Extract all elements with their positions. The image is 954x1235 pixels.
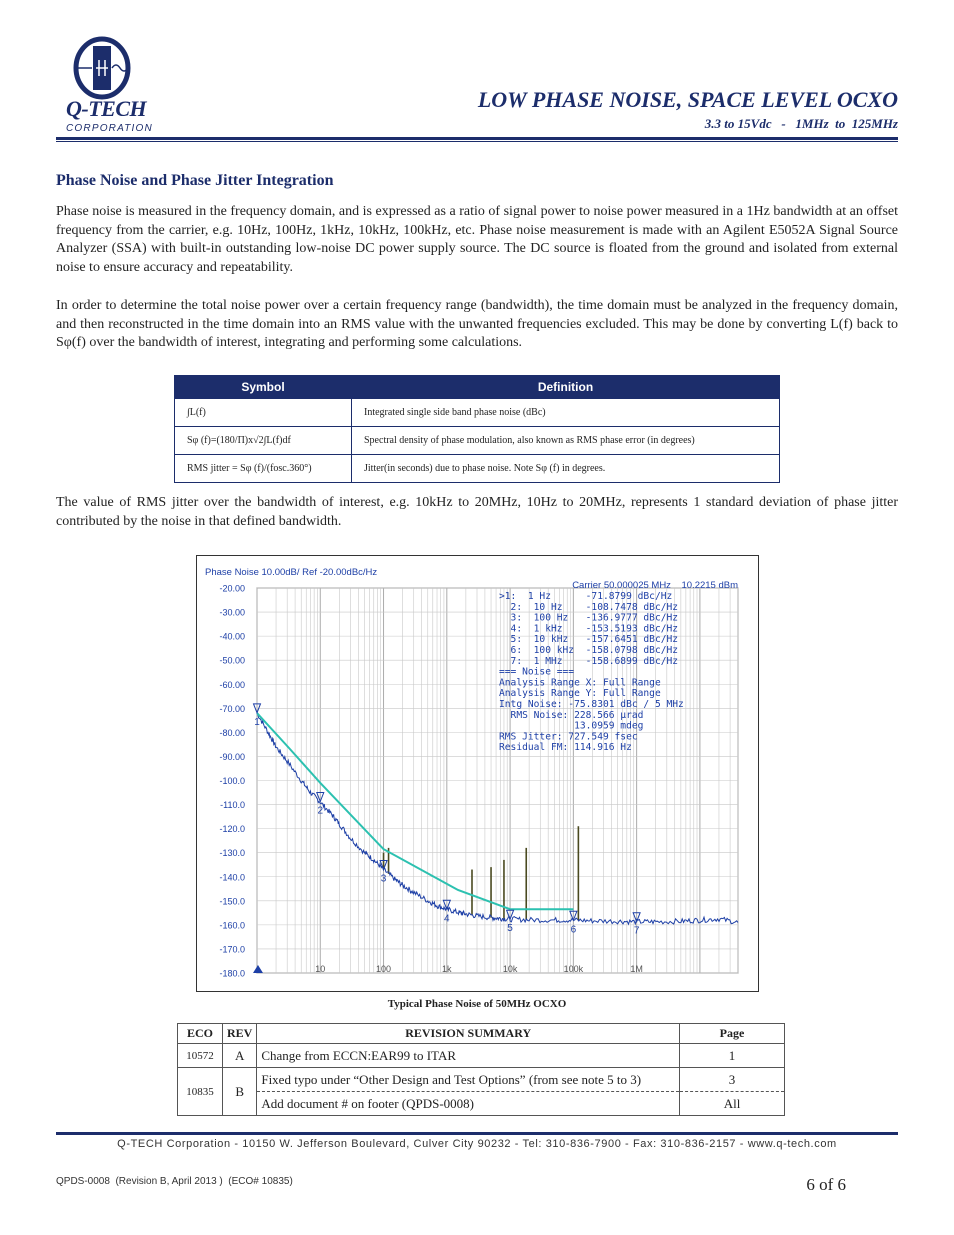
readout-line: >1: 1 Hz -71.8799 dBc/Hz [499, 591, 673, 602]
x-tick-label: 1M [630, 964, 643, 974]
document-subtitle: 3.3 to 15Vdc - 1MHz to 125MHz [704, 116, 898, 131]
header-rev: REV [223, 1024, 257, 1044]
chart-title: Phase Noise 10.00dB/ Ref -20.00dBc/Hz [205, 567, 378, 578]
definition-cell: Integrated single side band phase noise (dBc) [352, 399, 780, 427]
chart-svg [197, 556, 758, 991]
y-axis-ticks [219, 584, 245, 979]
phase-noise-chart [196, 555, 759, 992]
y-tick-label: -140.0 [219, 872, 245, 883]
summary-cell: Fixed typo under “Other Design and Test Options” (from see note 5 to 3) [257, 1068, 680, 1092]
y-tick-label: -130.0 [219, 848, 245, 859]
table-row [175, 455, 780, 483]
eco-cell: 10572 [178, 1044, 223, 1068]
page-cell: All [680, 1092, 785, 1116]
y-tick-label: -40.00 [219, 631, 245, 642]
page-cell: 1 [680, 1044, 785, 1068]
readout-line: 2: 10 Hz -108.7478 dBc/Hz [499, 601, 679, 613]
header-page: Page [680, 1024, 785, 1044]
symbol-cell: RMS jitter = Sφ (f)/(fosc.360°) [175, 455, 352, 483]
readout-line: RMS Jitter: 727.549 fsec [499, 731, 638, 743]
y-tick-label: -120.0 [219, 824, 245, 835]
section-heading: Phase Noise and Phase Jitter Integration [56, 172, 334, 189]
readout-line: 6: 100 kHz -158.0798 dBc/Hz [499, 645, 679, 656]
marker-label: 7 [633, 925, 640, 937]
symbol-table [174, 375, 780, 483]
y-tick-label: -60.00 [219, 679, 245, 690]
y-tick-label: -20.00 [219, 583, 245, 594]
y-tick-label: -100.0 [219, 776, 245, 786]
header-symbol: Symbol [175, 376, 352, 399]
definition-cell: Jitter(in seconds) due to phase noise. Note Sφ (f) in degrees. [352, 455, 780, 483]
x-tick-label: 10k [502, 964, 518, 974]
y-tick-label: -30.00 [219, 607, 245, 618]
x-tick-label: 100 [376, 964, 392, 974]
paragraph-phase-noise: Phase noise is measured in the frequency domain, and is expressed as a ratio of signal power to noise power measured in a 1Hz bandwidth at an offset frequency from the carrier, e.g. 10Hz, 100Hz, 1kHz, 10kHz, 100kHz, etc. Phase noise measurement is made with an Agilent E5052A Signal Source Analyzer (SSA) with built-in outstanding low-noise DC power supply source. The DC source is floated from the ground and isolated from external noise to ensure accuracy and repeatability. [56, 204, 898, 275]
page-number: 6 of 6 [806, 1175, 846, 1194]
y-tick-label: -160.0 [219, 920, 245, 931]
readout-line: Analysis Range X: Full Range [499, 677, 661, 689]
table-row [178, 1092, 785, 1116]
footer-document-id: QPDS-0008 (Revision B, April 2013 ) (ECO# 10835) [56, 1176, 293, 1187]
x-tick-label: 10 [315, 964, 326, 974]
symbol-cell: Sφ (f)=(180/Π)x√2∫L(f)df [175, 427, 352, 455]
marker-label: 4 [444, 913, 450, 925]
marker-label: 6 [570, 924, 577, 936]
logo-corporation: CORPORATION [66, 123, 153, 134]
table-row [178, 1068, 785, 1092]
readout-line: Intg Noise: -75.8301 dBc / 5 MHz [499, 699, 684, 710]
summary-cell: Add document # on footer (QPDS-0008) [257, 1092, 680, 1116]
rev-cell: A [223, 1044, 257, 1068]
y-tick-label: -50.00 [219, 655, 245, 666]
table-row [175, 427, 780, 455]
paragraph-total-noise: In order to determine the total noise power over a certain frequency range (bandwidth), the time domain must be analyzed in the frequency domain, and then reconstructed in the time domain into an RMS value with the unwanted frequencies excluded. This may be done by converting L(f) back to Sφ(f) over the bandwidth of interest, integrating and performing some calculations. [56, 298, 898, 351]
readout-line: 7: 1 MHz -158.6899 dBc/Hz [499, 655, 679, 667]
y-tick-label: -80.00 [219, 727, 245, 738]
marker-label: 1 [254, 716, 260, 728]
footer-address: Q-TECH Corporation - 10150 W. Jefferson Boulevard, Culver City 90232 - Tel: 310-836-7900 - Fax: 310-836-2157 - www.q-tech.com [117, 1138, 837, 1150]
header-rule-thin [56, 141, 898, 142]
table-row [178, 1044, 785, 1068]
y-tick-label: -90.00 [219, 751, 245, 762]
symbol-cell: ∫L(f) [175, 399, 352, 427]
document-title: LOW PHASE NOISE, SPACE LEVEL OCXO [477, 87, 898, 112]
header-definition: Definition [352, 376, 780, 399]
y-tick-label: -170.0 [219, 944, 245, 955]
marker-label: 3 [380, 873, 387, 885]
y-tick-label: -70.00 [219, 703, 245, 714]
header-summary: REVISION SUMMARY [257, 1024, 680, 1044]
rev-cell: B [223, 1068, 257, 1116]
readout-line: RMS Noise: 228.566 µrad [499, 709, 644, 721]
header-eco: ECO [178, 1024, 223, 1044]
y-tick-label: -150.0 [219, 896, 245, 907]
x-tick-label: 100k [563, 964, 584, 974]
chart-carrier-readout: Carrier 50.000025 MHz 10.2215 dBm [572, 580, 738, 591]
marker-label: 5 [507, 923, 513, 935]
logo-wordmark: Q-TECH [66, 96, 147, 121]
revision-table [177, 1023, 785, 1116]
marker-label: 2 [317, 805, 324, 817]
revision-table-header [178, 1024, 785, 1044]
readout-line: Analysis Range Y: Full Range [499, 688, 661, 700]
x-tick-label: 1k [442, 964, 452, 974]
symbol-table-header [175, 376, 780, 399]
table-row [175, 399, 780, 427]
y-tick-label: -110.0 [220, 800, 245, 811]
footer-rule [56, 1132, 898, 1135]
y-tick-label: -180.0 [219, 968, 245, 979]
readout-line: Residual FM: 114.916 Hz [499, 742, 632, 754]
readout-line: === Noise === [499, 666, 575, 678]
definition-cell: Spectral density of phase modulation, also known as RMS phase error (in degrees) [352, 427, 780, 455]
chart-caption: Typical Phase Noise of 50MHz OCXO [387, 998, 567, 1010]
readout-line: 4: 1 kHz -153.5193 dBc/Hz [499, 623, 679, 635]
readout-line: 13.0959 mdeg [499, 720, 644, 732]
readout-line: 5: 10 kHz -157.6451 dBc/Hz [499, 634, 679, 646]
readout-line: 3: 100 Hz -136.9777 dBc/Hz [499, 612, 679, 624]
header-rule [56, 137, 898, 140]
page-cell: 3 [680, 1068, 785, 1092]
paragraph-rms-jitter: The value of RMS jitter over the bandwidth of interest, e.g. 10kHz to 20MHz, 10Hz to 20MHz, represents 1 standard deviation of phase jitter contributed by the noise in that defined bandwidth. [56, 495, 898, 529]
eco-cell: 10835 [178, 1068, 223, 1116]
summary-cell: Change from ECCN:EAR99 to ITAR [257, 1044, 680, 1068]
